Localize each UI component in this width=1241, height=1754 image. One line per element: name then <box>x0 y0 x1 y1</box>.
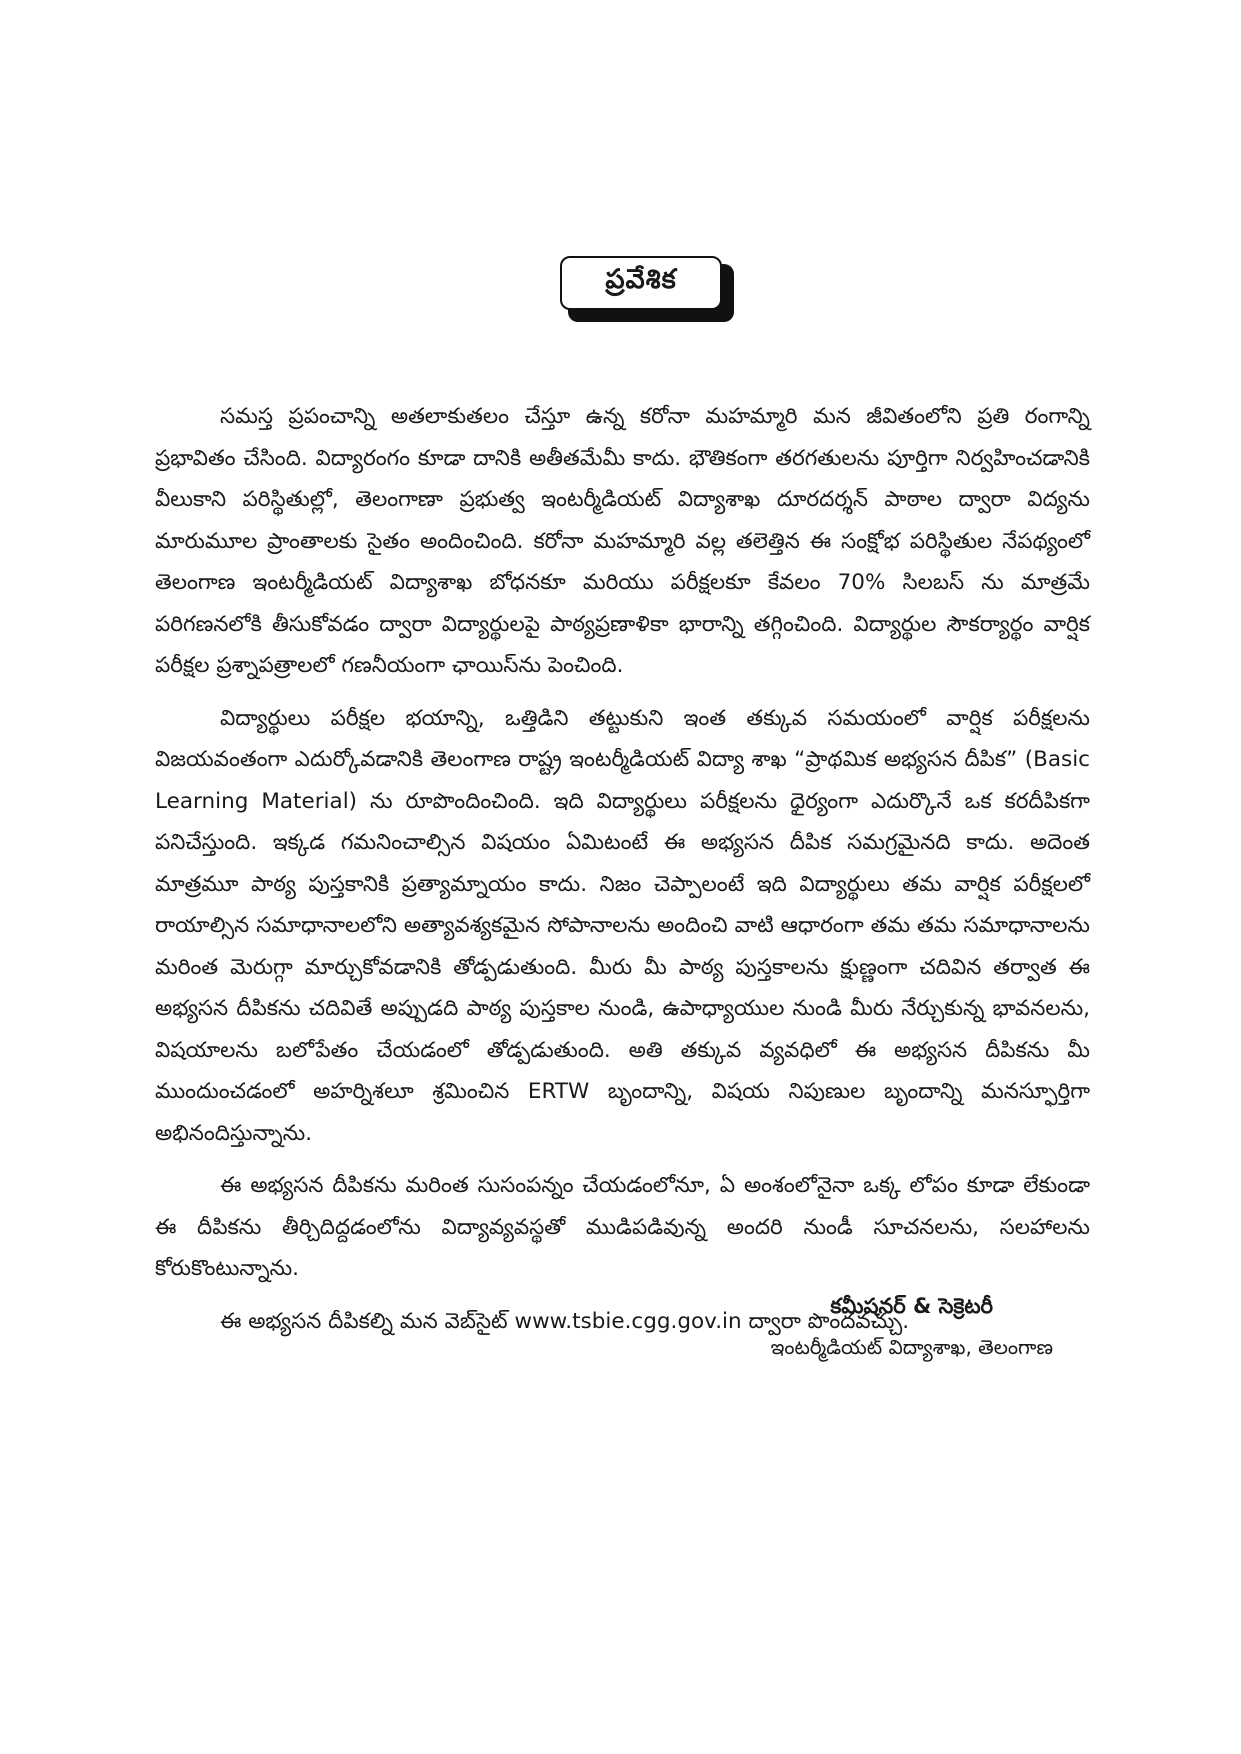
signatory-title: కమీషనర్ & సెక్రెటరీ <box>830 1294 993 1318</box>
page-title: ప్రవేశిక <box>605 264 677 295</box>
body-text <box>155 396 1090 1348</box>
paragraph-basic-learning-material: విద్యార్థులు పరీక్షల భయాన్ని, ఒత్తిడిని తట్టుకుని ఇంత తక్కువ సమయంలో వార్షిక పరీక్షలను విజయవంతంగా ఎదుర్కోవడానికి తెలంగాణ రాష్ట్ర ఇంటర్మీడియట్ విద్యా శాఖ “ప్రాథమిక అభ్యసన దీపిక” (Basic Learning Material) ను రూపొందించింది. ఇది విద్యార్థులు పరీక్షలను ధైర్యంగా ఎదుర్కొనే ఒక కరదీపికగా పనిచేస్తుంది. ఇక్కడ గమనించాల్సిన విషయం ఏమిటంటే ఈ అభ్యసన దీపిక సమగ్రమైనది కాదు. అదెంత మాత్రమూ పాఠ్య పుస్తకానికి ప్రత్యామ్నాయం కాదు. నిజం చెప్పాలంటే ఇది విద్యార్థులు తమ వార్షిక పరీక్షలలో రాయాల్సిన సమాధానాలలోని అత్యావశ్యకమైన సోపానాలను అందించి వాటి ఆధారంగా తమ తమ సమాధానాలను మరింత మెరుగ్గా మార్చుకోవడానికి తోడ్పడుతుంది. మీరు మీ పాఠ్య పుస్తకాలను క్షుణ్ణంగా చదివిన తర్వాత ఈ అభ్యసన దీపికను చదివితే అప్పుడది పాఠ్య పుస్తకాల నుండి, ఉపాధ్యాయుల నుండి మీరు నేర్చుకున్న భావనలను, విషయాలను బలోపేతం చేయడంలో తోడ్పడుతుంది. అతి తక్కువ వ్యవధిలో ఈ అభ్యసన దీపికను మీ ముందుంచడంలో అహర్నిశలూ శ్రమించిన ERTW బృందాన్ని, విషయ నిపుణుల బృందాన్ని మనస్ఫూర్తిగా అభినందిస్తున్నాను. <box>155 705 1090 1146</box>
signatory-department: ఇంటర్మీడియట్ విద్యాశాఖ, తెలంగాణ <box>770 1335 1053 1359</box>
title-banner <box>560 256 730 318</box>
paragraph-website: ఈ అభ్యసన దీపికల్ని మన వెబ్‌సైట్ www.tsbie.cgg.gov.in ద్వారా పొందవచ్చు. <box>220 1308 910 1334</box>
signature-block <box>771 1285 1053 1367</box>
paragraph-intro: సమస్త ప్రపంచాన్ని అతలాకుతలం చేస్తూ ఉన్న కరోనా మహమ్మారి మన జీవితంలోని ప్రతి రంగాన్ని ప్రభావితం చేసింది. విద్యారంగం కూడా దానికి అతీతమేమీ కాదు. భౌతికంగా తరగతులను పూర్తిగా నిర్వహించడానికి వీలుకాని పరిస్థితుల్లో, తెలంగాణా ప్రభుత్వ ఇంటర్మీడియట్ విద్యాశాఖ దూరదర్శన్ పాఠాల ద్వారా విద్యను మారుమూల ప్రాంతాలకు సైతం అందించింది. కరోనా మహమ్మారి వల్ల తలెత్తిన ఈ సంక్షోభ పరిస్థితుల నేపథ్యంలో తెలంగాణ ఇంటర్మీడియట్ విద్యాశాఖ బోధనకూ మరియు పరీక్షలకూ కేవలం 70% సిలబస్ ను మాత్రమే పరిగణనలోకి తీసుకోవడం ద్వారా విద్యార్థులపై పాఠ్యప్రణాళికా భారాన్ని తగ్గించింది. విద్యార్థుల సౌకర్యార్థం వార్షిక పరీక్షల ప్రశ్నాపత్రాలలో గణనీయంగా ఛాయిస్‌ను పెంచింది. <box>155 404 1090 678</box>
title-box <box>560 256 722 310</box>
paragraph-suggestions: ఈ అభ్యసన దీపికను మరింత సుసంపన్నం చేయడంలోనూ, ఏ అంశంలోనైనా ఒక్క లోపం కూడా లేకుండా ఈ దీపికను తీర్చిదిద్దడంలోను విద్యావ్యవస్థతో ముడిపడివున్న అందరి నుండీ సూచనలను, సలహాలను కోరుకొంటున్నాను. <box>155 1173 1090 1281</box>
